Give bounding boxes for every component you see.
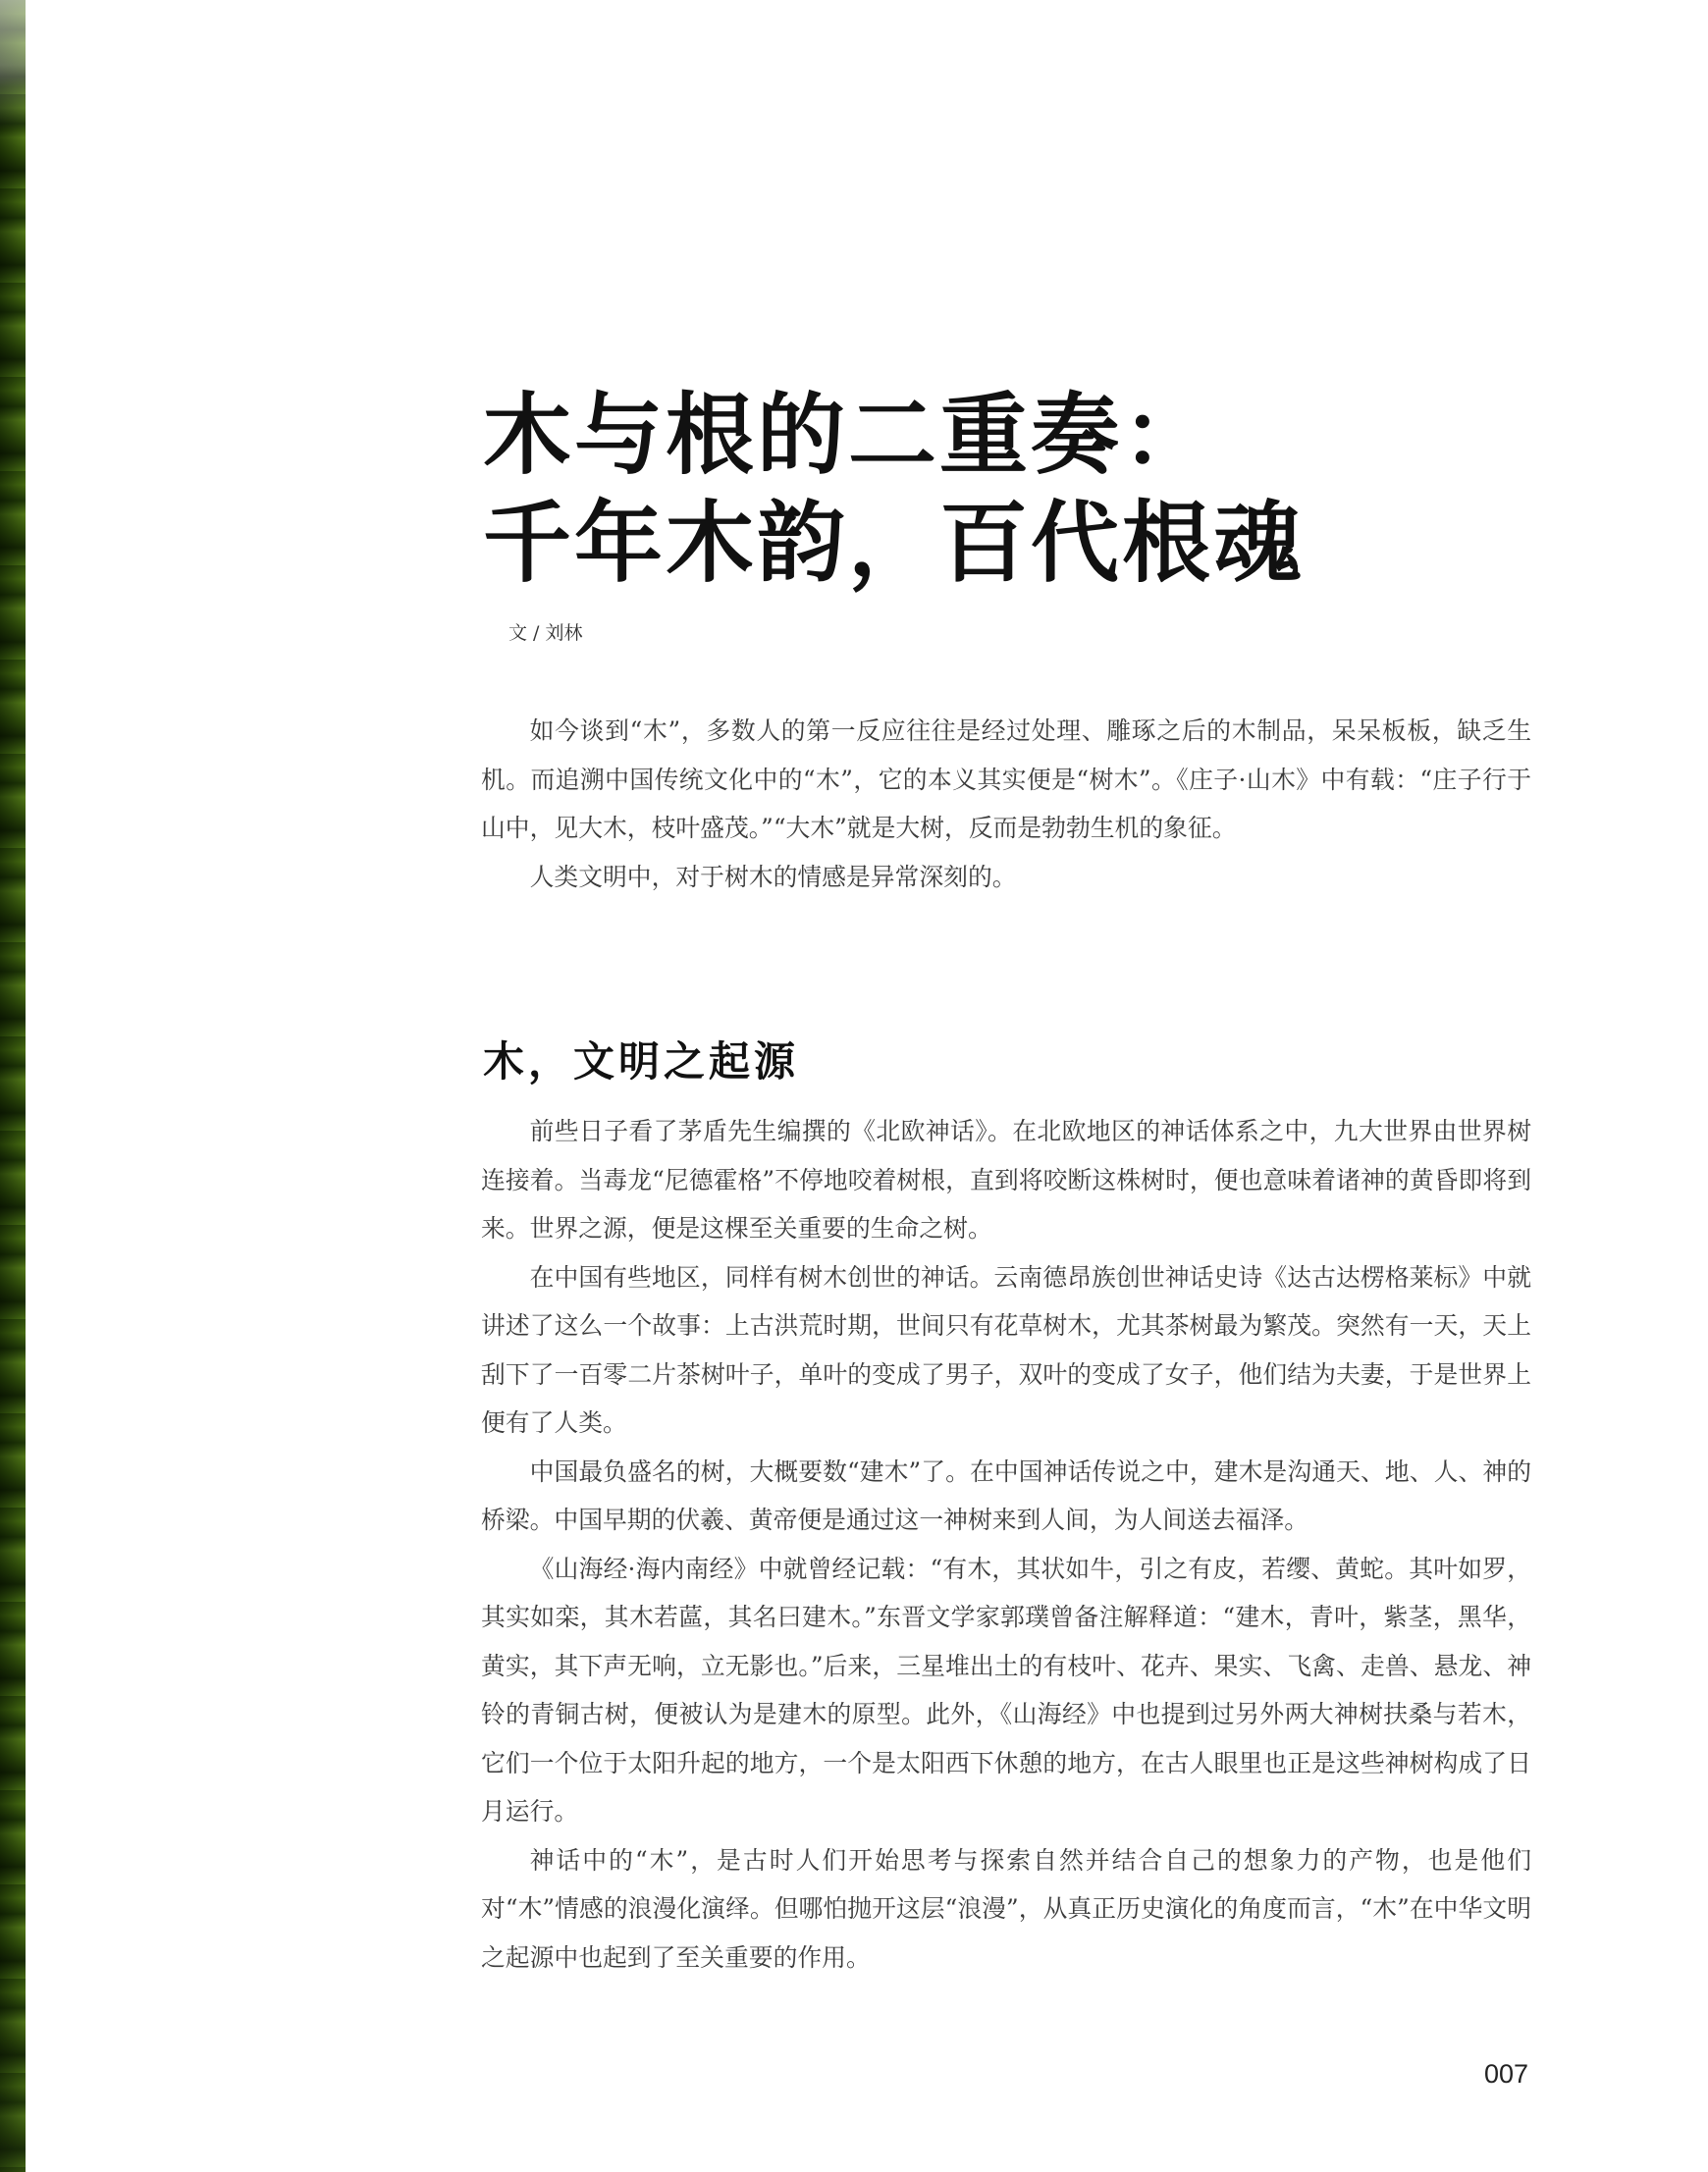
title-line-1: 木与根的二重奏： <box>483 383 1213 487</box>
intro-paragraph: 如今谈到“木”，多数人的第一反应往往是经过处理、雕琢之后的木制品，呆呆板板，缺乏生机。而追溯中国传统文化中的“木”，它的本义其实便是“树木”。《庄子·山木》中有载：“庄子行于山中，见大木，枝叶盛茂。”“大木”就是大树，反而是勃勃生机的象征。 <box>481 716 1531 842</box>
article-title <box>483 381 1563 597</box>
section-heading: 木，文明之起源 <box>483 1037 800 1086</box>
body-paragraph: 神话中的“木”，是古时人们开始思考与探索自然并结合自己的想象力的产物，也是他们对“木”情感的浪漫化演绎。但哪怕抛开这层“浪漫”，从真正历史演化的角度而言，“木”在中华文明之起源中也起到了至关重要的作用。 <box>481 1845 1531 1972</box>
section-body <box>481 1107 1531 1982</box>
side-tree-photo <box>0 0 26 2172</box>
byline: 文 / 刘林 <box>508 622 583 644</box>
intro-paragraph: 人类文明中，对于树木的情感是异常深刻的。 <box>529 862 1017 891</box>
body-paragraph: 《山海经·海内南经》中就曾经记载：“有木，其状如牛，引之有皮，若缨、黄蛇。其叶如罗，其实如栾，其木若蓲，其名曰建木。”东晋文学家郭璞曾备注解释道：“建木，青叶，紫茎，黑华，黄实，其下声无响，立无影也。”后来，三星堆出土的有枝叶、花卉、果实、飞禽、走兽、悬龙、神铃的青铜古树，便被认为是建木的原型。此外，《山海经》中也提到过另外两大神树扶桑与若木，它们一个位于太阳升起的地方，一个是太阳西下休憩的地方，在古人眼里也正是这些神树构成了日月运行。 <box>481 1554 1531 1826</box>
page-number: 007 <box>1484 2059 1529 2089</box>
body-paragraph: 前些日子看了茅盾先生编撰的《北欧神话》。在北欧地区的神话体系之中，九大世界由世界树连接着。当毒龙“尼德霍格”不停地咬着树根，直到将咬断这株树时，便也意味着诸神的黄昏即将到来。世界之源，便是这棵至关重要的生命之树。 <box>481 1117 1531 1243</box>
body-paragraph: 中国最负盛名的树，大概要数“建木”了。在中国神话传说之中，建木是沟通天、地、人、神的桥梁。中国早期的伏羲、黄帝便是通过这一神树来到人间，为人间送去福泽。 <box>481 1457 1531 1534</box>
intro-section <box>481 707 1531 901</box>
body-paragraph: 在中国有些地区，同样有树木创世的神话。云南德昂族创世神话史诗《达古达楞格莱标》中就讲述了这么一个故事：上古洪荒时期，世间只有花草树木，尤其茶树最为繁茂。突然有一天，天上刮下了一百零二片茶树叶子，单叶的变成了男子，双叶的变成了女子，他们结为夫妻，于是世界上便有了人类。 <box>481 1262 1531 1437</box>
title-line-2: 千年木韵，百代根魂 <box>483 491 1305 595</box>
